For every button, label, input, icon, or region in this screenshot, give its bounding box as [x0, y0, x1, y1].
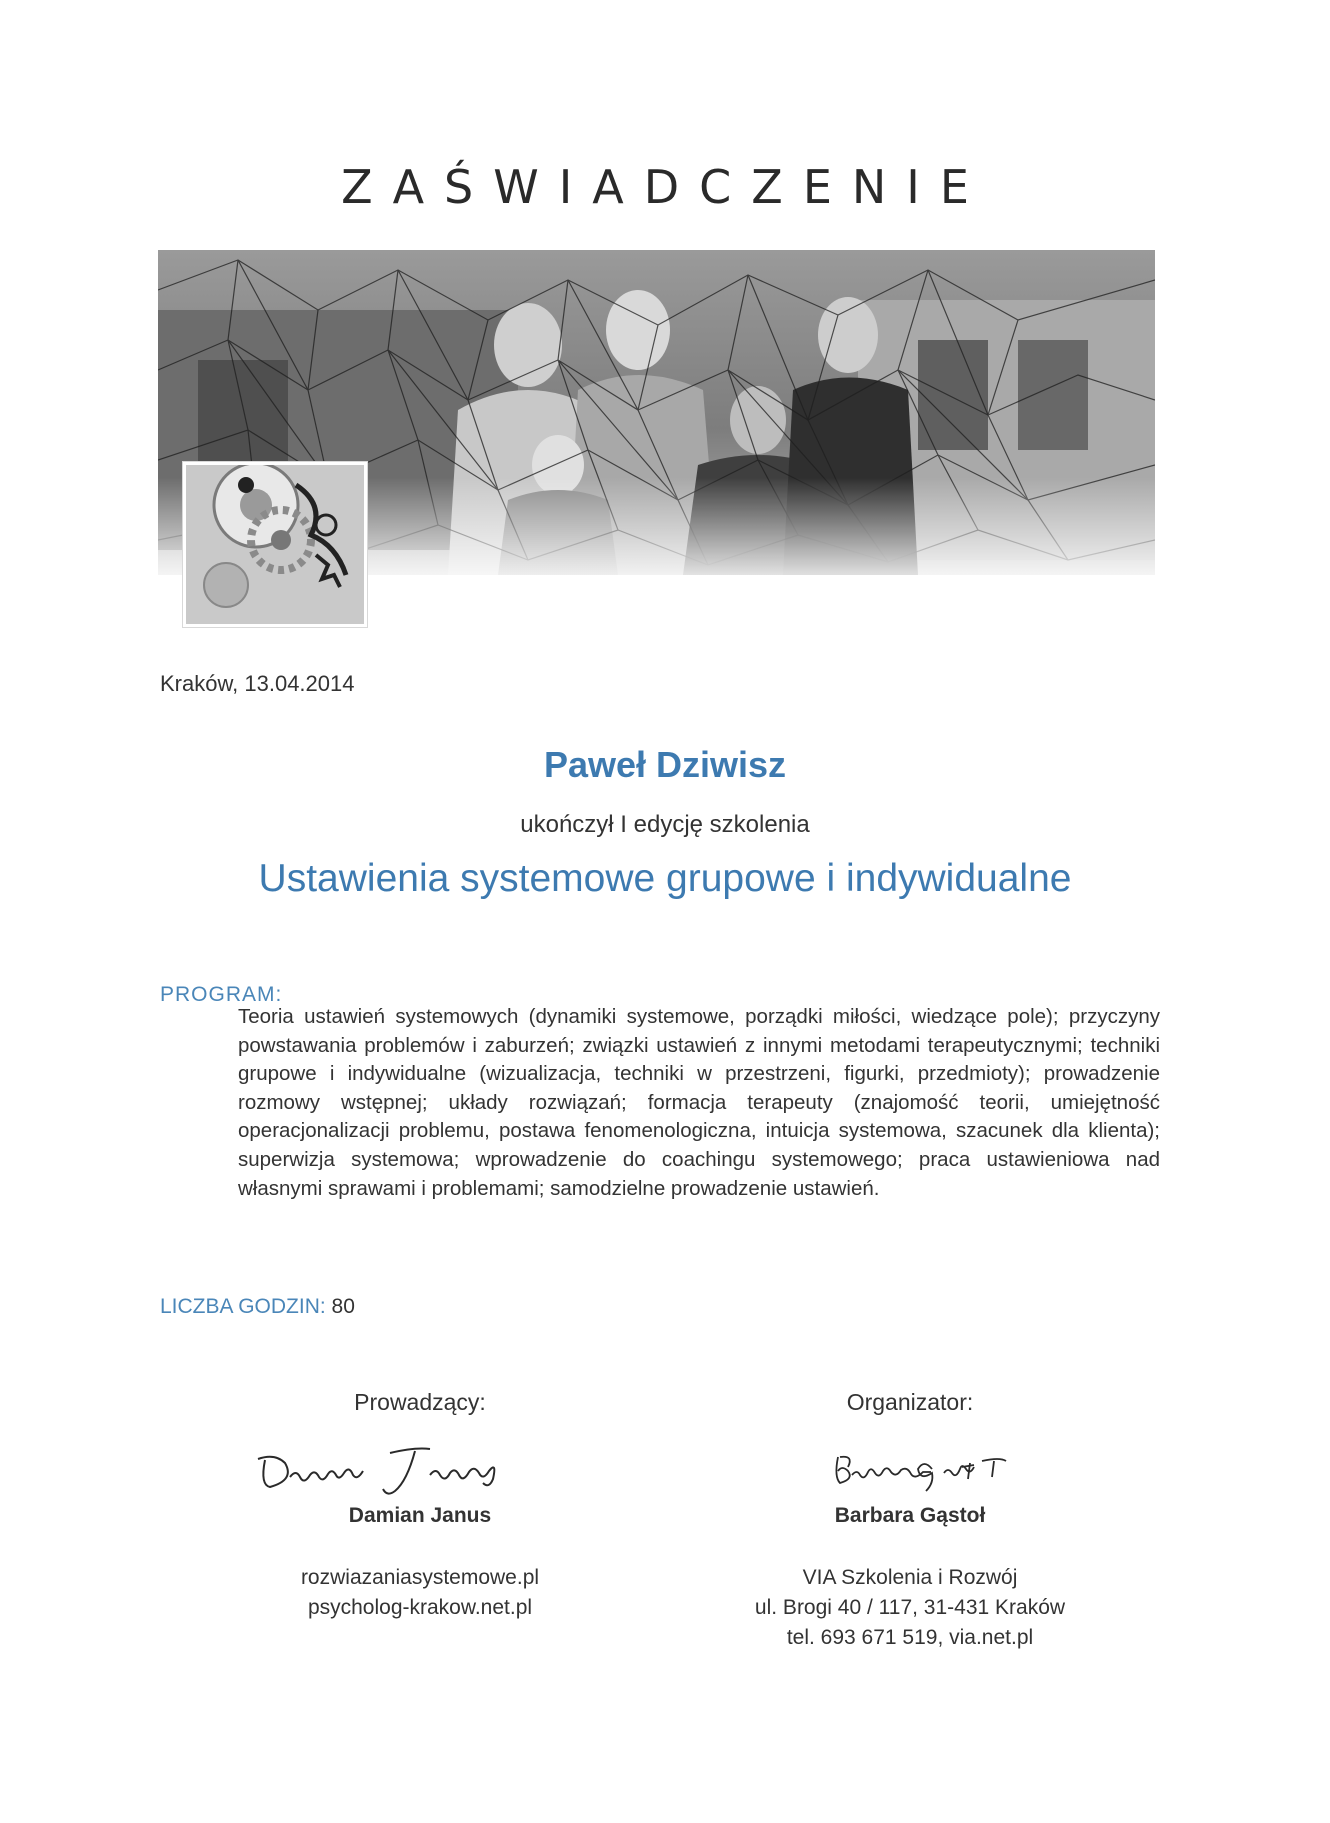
hours-value: 80 [331, 1295, 355, 1318]
organizer-role: Organizator: [846, 1389, 974, 1415]
instructor-signature [230, 1435, 610, 1505]
organizer-name: Barbara Gąstoł [834, 1504, 986, 1527]
organizer-signature [700, 1435, 1120, 1505]
gear-icon [186, 465, 364, 624]
instructor-link-2: psycholog-krakow.net.pl [307, 1596, 533, 1619]
organizer-phone-web: tel. 693 671 519, via.net.pl [786, 1626, 1034, 1649]
organizer-contact [700, 1563, 1120, 1653]
organizer-address: ul. Brogi 40 / 117, 31-431 Kraków [754, 1596, 1066, 1619]
program-label: PROGRAM: [160, 983, 283, 1006]
place-and-date: Kraków, 13.04.2014 [160, 671, 355, 696]
organizer-company: VIA Szkolenia i Rozwój [802, 1566, 1018, 1589]
gears-clock-thumbnail [183, 462, 367, 627]
course-title: Ustawienia systemowe grupowe i indywidualne [258, 857, 1072, 900]
instructor-links [230, 1563, 610, 1623]
instructor-link-1: rozwiazaniasystemowe.pl [300, 1566, 540, 1589]
completion-statement: ukończył I edycję szkolenia [520, 811, 810, 838]
program-description: Teoria ustawień systemowych (dynamiki systemowe, porządki miłości, wiedzące pole); przyczyny powstawania problemów i zaburzeń; związki ustawień z innymi metodami terapeutycznymi; techniki grupowe i indywidualne (wizualizacja, techniki w przestrzeni, figurki, przedmioty); prowadzenie rozmowy wstępnej; układy rozwiązań; formacja terapeuty (znajomość teorii, umiejętność operacjonalizacji problemu, postawa fenomenologiczna, intuicja systemowa, szacunek dla klienta); superwizja systemowa; wprowadzenie do coachingu systemowego; praca ustawieniowa nad własnymi sprawami i problemami; samodzielne prowadzenie ustawień. [238, 1005, 1160, 1200]
hours-line [160, 1295, 355, 1319]
instructor-role: Prowadzący: [354, 1389, 486, 1415]
instructor-name: Damian Janus [348, 1504, 492, 1527]
document-title: ZAŚWIADCZENIE [341, 160, 989, 214]
hours-label: LICZBA GODZIN: [160, 1295, 326, 1318]
participant-name: Paweł Dziwisz [543, 744, 787, 785]
